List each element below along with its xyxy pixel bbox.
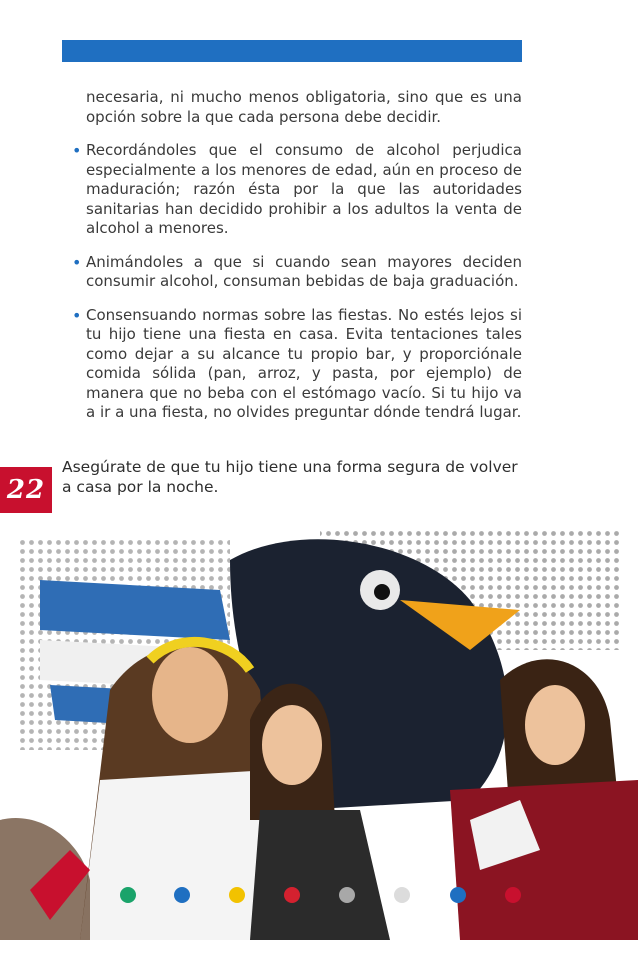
closing-statement: Asegúrate de que tu hijo tiene una forma segura de volver a casa por la noche.	[62, 458, 518, 496]
bullet-item-health: • Recordándoles que el consumo de alcohol perjudica especialmente a los menores de edad, aún en proceso de maduración; razón ésta por la que las autoridades sanitarias han decidido prohibir a los adultos la venta de alcohol a menores.	[72, 141, 522, 237]
color-dot	[450, 887, 466, 903]
color-dot	[174, 887, 190, 903]
bullet-item-parties: • Consensuando normas sobre las fiestas. No estés lejos si tu hijo tiene una fiesta en casa. Evita tentaciones tales como dejar a su alcance tu propio bar, y proporciónale comida sólida (pan, arroz, y pasta, por ejemplo) de manera que no beba con el estómago vacío. Si tu hijo va a ir a una fiesta, no olvides preguntar dónde tendrá lugar.	[72, 305, 522, 421]
color-dots	[0, 880, 638, 910]
page-number-tab	[0, 467, 52, 513]
paragraph-continuation: necesaria, ni mucho menos obligatoria, sino que es una opción sobre la que cada persona debe decidir.	[86, 88, 522, 126]
color-dot	[505, 887, 521, 903]
color-dot	[394, 887, 410, 903]
bullet-icon: •	[72, 141, 82, 160]
color-dot	[284, 887, 300, 903]
body-text	[62, 88, 522, 437]
color-dot	[120, 887, 136, 903]
color-dot	[229, 887, 245, 903]
color-dot	[339, 887, 355, 903]
header-bar	[62, 40, 522, 62]
bullet-icon: •	[72, 252, 82, 272]
bullet-icon: •	[72, 305, 82, 325]
party-photo	[0, 520, 638, 940]
page-number: 22	[6, 475, 46, 505]
bullet-item-low-alcohol: • Animándoles a que si cuando sean mayores deciden consumir alcohol, consuman bebidas de baja graduación.	[72, 252, 522, 290]
